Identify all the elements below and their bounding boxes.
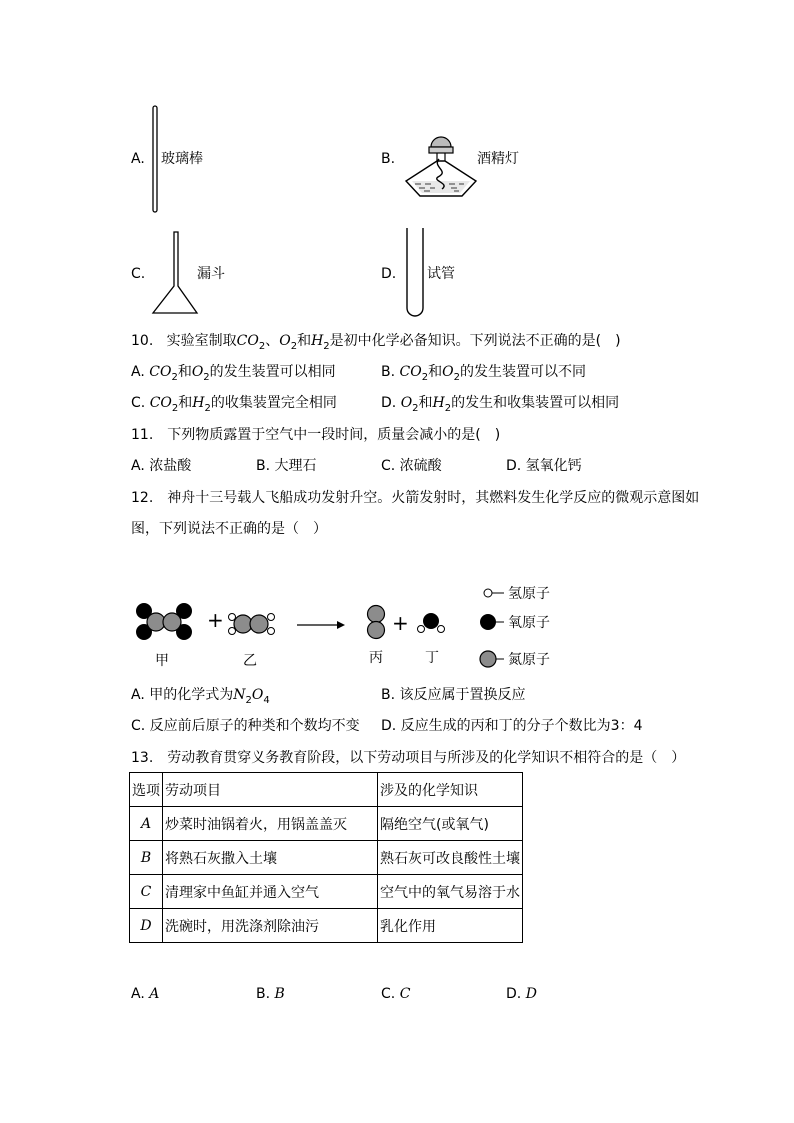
option-letter: A. bbox=[131, 151, 145, 167]
table-row bbox=[130, 841, 523, 875]
label-bing: 丙 bbox=[369, 650, 383, 666]
option-label: 试管 bbox=[427, 266, 455, 282]
table-cell-knowledge: 熟石灰可改良酸性土壤 bbox=[378, 841, 523, 875]
plus-sign: + bbox=[392, 611, 409, 635]
glass-rod-icon bbox=[150, 104, 160, 214]
question-13-option-d: D. D bbox=[506, 986, 537, 1002]
legend bbox=[480, 586, 550, 668]
question-12-stem-line1: 12. 神舟十三号载人飞船成功发射升空。火箭发射时，其燃料发生化学反应的微观示意图如 bbox=[131, 490, 700, 506]
table-cell-project: 将熟石灰撒入土壤 bbox=[163, 841, 378, 875]
question-10-option-c: C. $CO_2$和$H_2$的收集装置完全相同 bbox=[131, 395, 337, 414]
table-row bbox=[130, 909, 523, 943]
table-cell-knowledge: 空气中的氧气易溶于水 bbox=[378, 875, 523, 909]
table-header-cell: 劳动项目 bbox=[163, 773, 378, 807]
reaction-diagram bbox=[125, 578, 585, 672]
question-13-option-c: C. C bbox=[381, 986, 411, 1002]
question-13-option-a: A. A bbox=[131, 986, 160, 1002]
label-yi: 乙 bbox=[243, 653, 257, 669]
table-row bbox=[130, 807, 523, 841]
table-cell-knowledge: 隔绝空气(或氧气) bbox=[378, 807, 523, 841]
alcohol-lamp-icon bbox=[402, 121, 480, 199]
table-cell-option: A bbox=[130, 807, 163, 841]
option-letter: D. bbox=[381, 266, 397, 282]
test-tube-icon bbox=[404, 226, 426, 320]
molecule-jia bbox=[136, 603, 192, 640]
question-10-option-b: B. $CO_2$和$O_2$的发生装置可以不同 bbox=[381, 364, 586, 383]
table-cell-option: B bbox=[130, 841, 163, 875]
question-12-option-d: D. 反应生成的丙和丁的分子个数比为3：4 bbox=[381, 718, 643, 734]
plus-sign: + bbox=[207, 608, 224, 632]
question-10-option-a: A. $CO_2$和$O_2$的发生装置可以相同 bbox=[131, 364, 336, 383]
option-letter: B. bbox=[381, 151, 396, 167]
legend-oxygen: 氧原子 bbox=[508, 615, 550, 631]
question-11-option-d: D. 氢氧化钙 bbox=[506, 458, 582, 474]
option-label: 酒精灯 bbox=[477, 151, 519, 167]
question-12-option-a: A. 甲的化学式为$N_2O_4$ bbox=[131, 687, 270, 706]
question-12-option-c: C. 反应前后原子的种类和个数均不变 bbox=[131, 718, 360, 734]
table-cell-project: 洗碗时，用洗涤剂除油污 bbox=[163, 909, 378, 943]
molecule-yi bbox=[229, 614, 275, 635]
table-cell-project: 炒菜时油锅着火，用锅盖盖灭 bbox=[163, 807, 378, 841]
option-letter: C. bbox=[131, 266, 146, 282]
table-cell-option: D bbox=[130, 909, 163, 943]
legend-hydrogen: 氢原子 bbox=[508, 586, 550, 602]
table-cell-project: 清理家中鱼缸并通入空气 bbox=[163, 875, 378, 909]
question-13-stem: 13. 劳动教育贯穿义务教育阶段，以下劳动项目与所涉及的化学知识不相符合的是（ ） bbox=[131, 750, 686, 766]
table-header-cell: 选项 bbox=[130, 773, 163, 807]
question-11-stem: 11. 下列物质露置于空气中一段时间，质量会减小的是( ) bbox=[131, 427, 501, 443]
question-13-table bbox=[129, 772, 523, 943]
question-12-stem-line2: 图，下列说法不正确的是（ ） bbox=[131, 521, 327, 537]
label-ding: 丁 bbox=[425, 650, 439, 666]
molecule-ding bbox=[418, 613, 445, 633]
label-jia: 甲 bbox=[155, 653, 169, 669]
question-11-option-a: A. 浓盐酸 bbox=[131, 458, 192, 474]
question-10-option-d: D. $O_2$和$H_2$的发生和收集装置可以相同 bbox=[381, 395, 620, 414]
molecule-bing bbox=[368, 606, 385, 639]
table-cell-option: C bbox=[130, 875, 163, 909]
question-12-option-b: B. 该反应属于置换反应 bbox=[381, 687, 526, 703]
question-10-stem: 10. 实验室制取$CO_2$、$O_2$和$H_2$是初中化学必备知识。下列说法不正确的是( ) bbox=[131, 333, 621, 352]
table-header-row bbox=[130, 773, 523, 807]
legend-nitrogen: 氮原子 bbox=[508, 652, 550, 668]
table-cell-knowledge: 乳化作用 bbox=[378, 909, 523, 943]
question-11-option-b: B. 大理石 bbox=[256, 458, 317, 474]
option-label: 玻璃棒 bbox=[161, 151, 203, 167]
funnel-icon bbox=[150, 230, 200, 316]
table-row bbox=[130, 875, 523, 909]
option-label: 漏斗 bbox=[197, 266, 225, 282]
table-header-cell: 涉及的化学知识 bbox=[378, 773, 523, 807]
question-11-option-c: C. 浓硫酸 bbox=[381, 458, 442, 474]
question-13-option-b: B. B bbox=[256, 986, 285, 1002]
reaction-arrow bbox=[297, 621, 345, 629]
